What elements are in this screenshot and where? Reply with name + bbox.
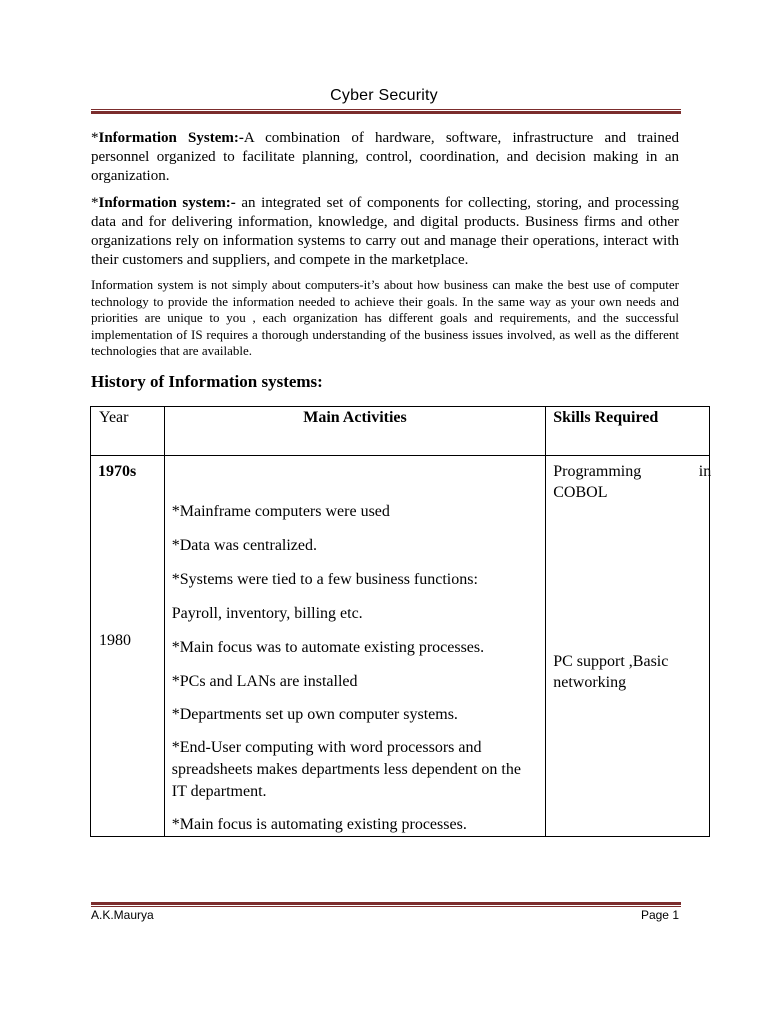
activity-item: *Departments set up own computer systems.	[171, 706, 458, 723]
activity-item: *PCs and LANs are installed	[171, 673, 358, 690]
activity-item: *Data was centralized.	[171, 537, 318, 554]
header-skills-required: Skills Required	[546, 407, 710, 456]
year-cell	[91, 456, 165, 837]
activity-item: *Main focus was to automate existing processes.	[171, 639, 485, 656]
paragraph-information-system-definition-1	[91, 129, 679, 186]
header-divider	[91, 109, 681, 114]
year-1970s: 1970s	[98, 463, 137, 480]
page-header-title: Cyber Security	[330, 87, 438, 104]
p2-text: an integrated set of components for collecting, storing, and processing data and for delivering information, knowledge, and digital products. Business firms and other organizations rely on information systems to carry out and manage their operations, interact with their customers and suppliers, and compete in the marketplace.	[91, 195, 679, 268]
header-main-activities: Main Activities	[164, 407, 545, 456]
p2-term: Information system:-	[98, 195, 236, 211]
paragraph-information-system-definition-2	[91, 194, 679, 270]
history-heading: History of Information systems:	[91, 372, 323, 391]
activity-item: Payroll, inventory, billing etc.	[171, 605, 363, 622]
p1-text: A combination of hardware, software, infrastructure and trained personnel organized to facilitate planning, control, coordination, and decision making in an organization.	[91, 130, 679, 184]
table-row	[91, 456, 710, 837]
skills-cell	[546, 456, 710, 837]
activity-item: *Systems were tied to a few business functions:	[171, 571, 478, 588]
table-header-row	[91, 407, 710, 456]
skill-1970s	[553, 461, 711, 503]
skill-1970s-word1: Programming	[553, 463, 642, 480]
skill-1970s-line2: COBOL	[553, 484, 608, 501]
header-year: Year	[91, 407, 165, 456]
skill-1980: PC support ,Basic networking	[553, 653, 669, 691]
year-1980: 1980	[99, 632, 131, 649]
activity-item: *Mainframe computers were used	[171, 503, 390, 520]
activity-item: *End-User computing with word processors and spreadsheets makes departments less dependent on the IT department.	[171, 739, 521, 800]
history-table	[90, 406, 710, 837]
footer-divider	[91, 902, 681, 907]
main-activities-cell	[164, 456, 545, 837]
activity-item: *Main focus is automating existing processes.	[171, 816, 467, 833]
paragraph-information-system-explanation: Information system is not simply about computers-it’s about how business can make the best use of computer technology to provide the information needed to achieve their goals. In the same way as your own needs and priorities are unique to you , each organization has different goals and requirements, and the successful implementation of IS requires a thorough understanding of the business issues involved, as well as the different technologies that are available.	[91, 277, 679, 358]
p1-term: Information System:-	[98, 130, 244, 146]
skill-1970s-word2: in	[698, 463, 712, 480]
footer-page-number: Page 1	[640, 908, 679, 922]
footer-author: A.K.Maurya	[91, 908, 154, 922]
p1-prefix: *	[91, 130, 99, 146]
p2-prefix: *	[91, 195, 99, 211]
